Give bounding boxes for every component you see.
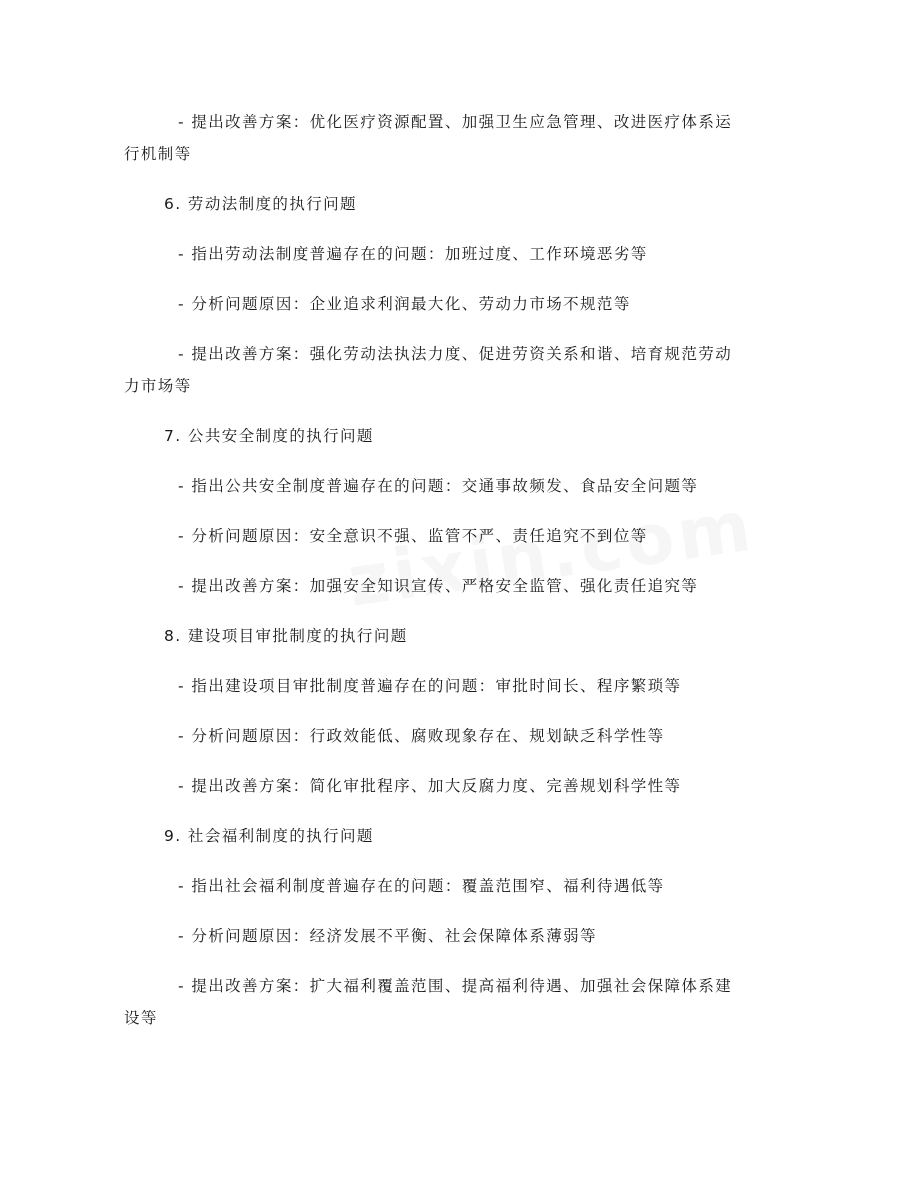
intro-solution <box>0 106 920 170</box>
section-6-solution-line1: - 提出改善方案：强化劳动法执法力度、促进劳资关系和谐、培育规范劳动 <box>178 345 733 363</box>
section-9-cause: - 分析问题原因：经济发展不平衡、社会保障体系薄弱等 <box>178 927 597 945</box>
section-7-cause: - 分析问题原因：安全意识不强、监管不严、责任追究不到位等 <box>178 527 648 545</box>
intro-solution-line1: - 提出改善方案：优化医疗资源配置、加强卫生应急管理、改进医疗体系运 <box>178 113 733 131</box>
section-7-heading: 7. 公共安全制度的执行问题 <box>164 427 374 445</box>
section-7-solution: - 提出改善方案：加强安全知识宣传、严格安全监管、强化责任追究等 <box>178 577 699 595</box>
intro-solution-line2: 行机制等 <box>124 145 192 163</box>
document-body <box>0 106 920 1052</box>
section-7-point: - 指出公共安全制度普遍存在的问题：交通事故频发、食品安全问题等 <box>178 477 699 495</box>
section-8-solution: - 提出改善方案：简化审批程序、加大反腐力度、完善规划科学性等 <box>178 777 682 795</box>
section-8-heading: 8. 建设项目审批制度的执行问题 <box>164 627 408 645</box>
section-9-heading: 9. 社会福利制度的执行问题 <box>164 827 374 845</box>
section-6-solution-line2: 力市场等 <box>124 377 192 395</box>
section-6-point: - 指出劳动法制度普遍存在的问题：加班过度、工作环境恶劣等 <box>178 245 648 263</box>
section-6-heading: 6. 劳动法制度的执行问题 <box>164 195 357 213</box>
section-6-solution <box>0 338 920 402</box>
section-9-solution <box>0 970 920 1034</box>
section-8-point: - 指出建设项目审批制度普遍存在的问题：审批时间长、程序繁琐等 <box>178 677 682 695</box>
section-8-cause: - 分析问题原因：行政效能低、腐败现象存在、规划缺乏科学性等 <box>178 727 665 745</box>
section-9-solution-line2: 设等 <box>124 1009 158 1027</box>
section-9-solution-line1: - 提出改善方案：扩大福利覆盖范围、提高福利待遇、加强社会保障体系建 <box>178 977 733 995</box>
section-6-cause: - 分析问题原因：企业追求利润最大化、劳动力市场不规范等 <box>178 295 631 313</box>
section-9-point: - 指出社会福利制度普遍存在的问题：覆盖范围窄、福利待遇低等 <box>178 877 665 895</box>
